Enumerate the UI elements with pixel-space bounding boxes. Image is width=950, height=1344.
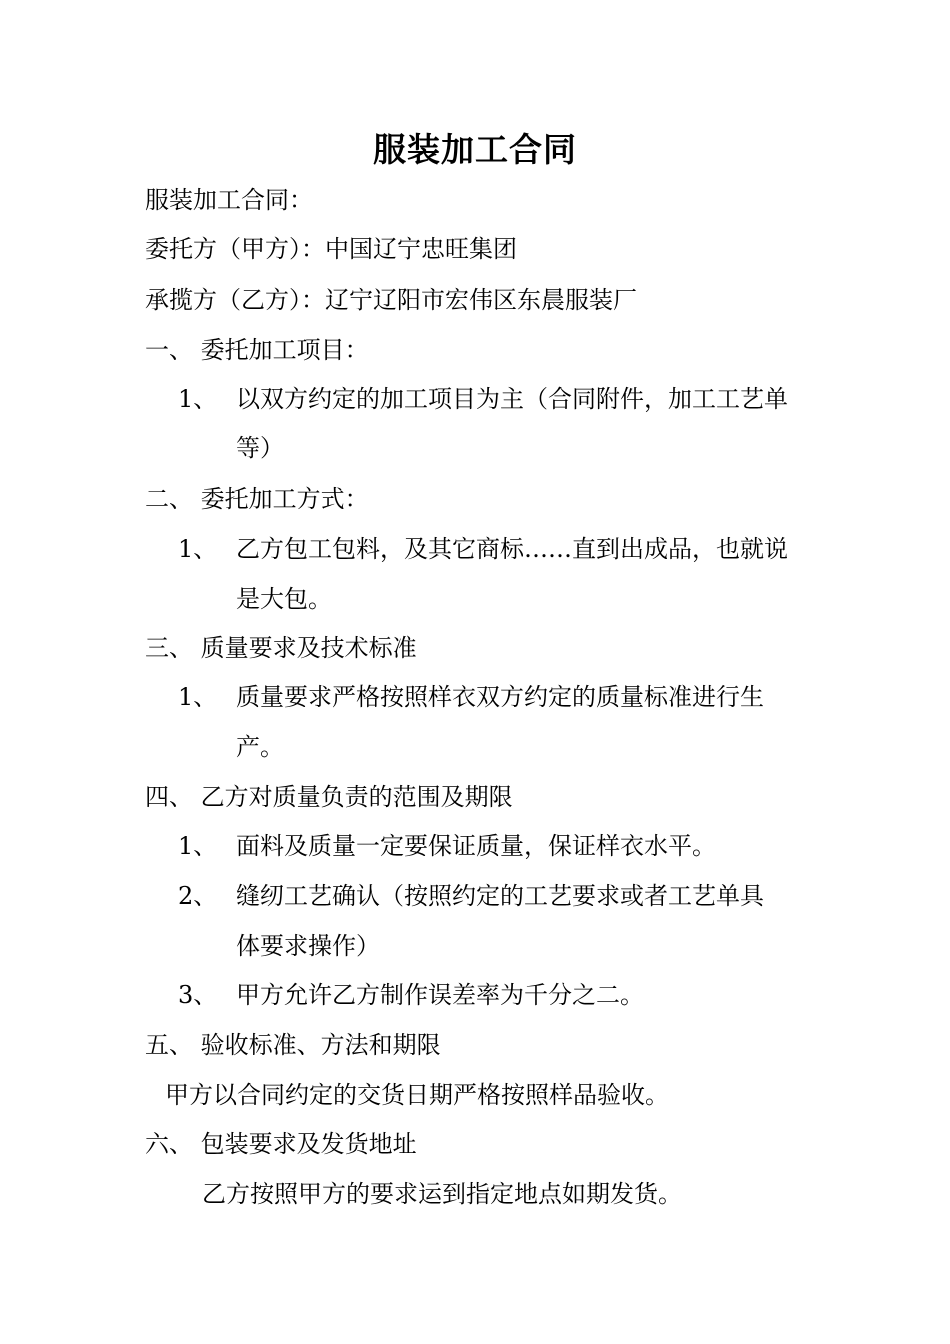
item-text-continued: 等） (236, 434, 284, 462)
item-text-continued: 体要求操作） (236, 932, 380, 960)
item-number: 1、 (178, 832, 218, 860)
item-text: 甲方允许乙方制作误差率为千分之二。 (236, 981, 644, 1009)
item-text-continued: 是大包。 (236, 585, 332, 613)
section-heading: 六、 包装要求及发货地址 (145, 1130, 417, 1158)
item-text: 质量要求严格按照样衣双方约定的质量标准进行生 (236, 683, 764, 711)
item-number: 3、 (178, 981, 218, 1009)
item-number: 1、 (178, 385, 218, 413)
item-text: 以双方约定的加工项目为主（合同附件，加工工艺单 (236, 385, 788, 413)
section-body-text: 乙方按照甲方的要求运到指定地点如期发货。 (202, 1180, 682, 1208)
party-a-line: 委托方（甲方）：中国辽宁忠旺集团 (145, 235, 517, 263)
document-title: 服装加工合同 (373, 130, 577, 169)
item-text: 面料及质量一定要保证质量，保证样衣水平。 (236, 832, 716, 860)
section-heading: 二、 委托加工方式： (145, 485, 369, 513)
section-heading: 一、 委托加工项目： (145, 336, 369, 364)
section-heading: 五、 验收标准、方法和期限 (145, 1031, 441, 1059)
item-text-continued: 产。 (236, 733, 284, 761)
party-b-line: 承揽方（乙方）：辽宁辽阳市宏伟区东晨服装厂 (145, 286, 637, 314)
item-number: 1、 (178, 683, 218, 711)
intro-line: 服装加工合同： (145, 186, 313, 214)
item-text: 乙方包工包料，及其它商标……直到出成品，也就说 (236, 535, 788, 563)
section-heading: 三、 质量要求及技术标准 (145, 634, 417, 662)
section-heading: 四、 乙方对质量负责的范围及期限 (145, 783, 513, 811)
item-number: 2、 (178, 882, 218, 910)
item-number: 1、 (178, 535, 218, 563)
item-text: 缝纫工艺确认（按照约定的工艺要求或者工艺单具 (236, 882, 764, 910)
section-body-text: 甲方以合同约定的交货日期严格按照样品验收。 (165, 1081, 669, 1109)
